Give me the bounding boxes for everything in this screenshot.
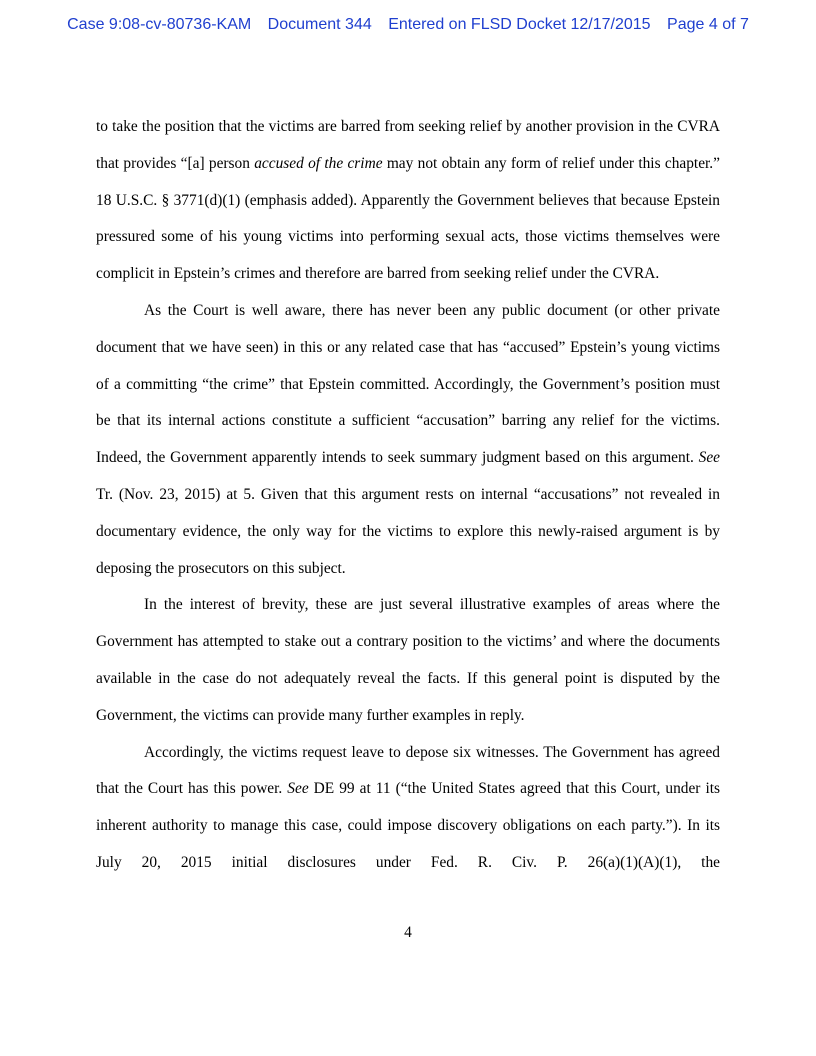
italic-run: See [287, 780, 309, 798]
document-number: Document 344 [267, 16, 372, 33]
text-run: Tr. (Nov. 23, 2015) at 5. Given that this argument rests on internal “accusations” not revealed in documentary evidence, the only way for the victims to explore this newly-raised argument is by deposing the prosecutors on this subject. [96, 485, 720, 577]
paragraph [96, 109, 720, 293]
italic-run: accused of the crime [254, 154, 383, 172]
docket-header [0, 16, 816, 34]
text-run: As the Court is well aware, there has never been any public document (or other private document that we have seen) in this or any related case that has “accused” Epstein’s young victims of a committing “the crime” that Epstein committed. Accordingly, the Government’s position must be that its internal actions constitute a sufficient “accusation” barring any relief for the victims. Indeed, the Government apparently intends to seek summary judgment based on this argument. [96, 301, 720, 467]
text-run: DE 99 at 11 (“the United States agreed that this Court, under its inherent authority to manage this case, could impose discovery obligations on each party.”). In its July 20, 2015 initial disclosures under Fed. R. Civ. P. 26(a)(1)(A)(1), the [96, 780, 720, 871]
italic-run: See [698, 449, 720, 467]
page-count: Page 4 of 7 [667, 16, 749, 33]
page-number: 4 [404, 924, 412, 941]
text-run: may not obtain any form of relief under this chapter.” 18 U.S.C. § 3771(d)(1) (emphasis added). Apparently the Government believes that because Epstein pressured some of his young victims into performing sexual acts, those victims themselves were complicit in Epstein’s crimes and therefore are barred from seeking relief under the CVRA. [96, 154, 720, 283]
text-run: Accordingly, the victims request leave to depose six witnesses. The Government has agreed that the Court has this power. [96, 743, 720, 798]
body-text [96, 109, 720, 882]
text-run: In the interest of brevity, these are just several illustrative examples of areas where the Government has attempted to stake out a contrary position to the victims’ and where the documents available in the case do not adequately reveal the facts. If this general point is disputed by the Government, the victims can provide many further examples in reply. [96, 596, 720, 724]
paragraph [96, 587, 720, 734]
paragraph [96, 293, 720, 587]
paragraph [96, 735, 720, 882]
text-run: to take the position that the victims are barred from seeking relief by another provision in the CVRA that provides “[a] person [96, 118, 720, 172]
docket-entry-date: Entered on FLSD Docket 12/17/2015 [388, 16, 651, 33]
case-number: Case 9:08-cv-80736-KAM [67, 16, 252, 33]
